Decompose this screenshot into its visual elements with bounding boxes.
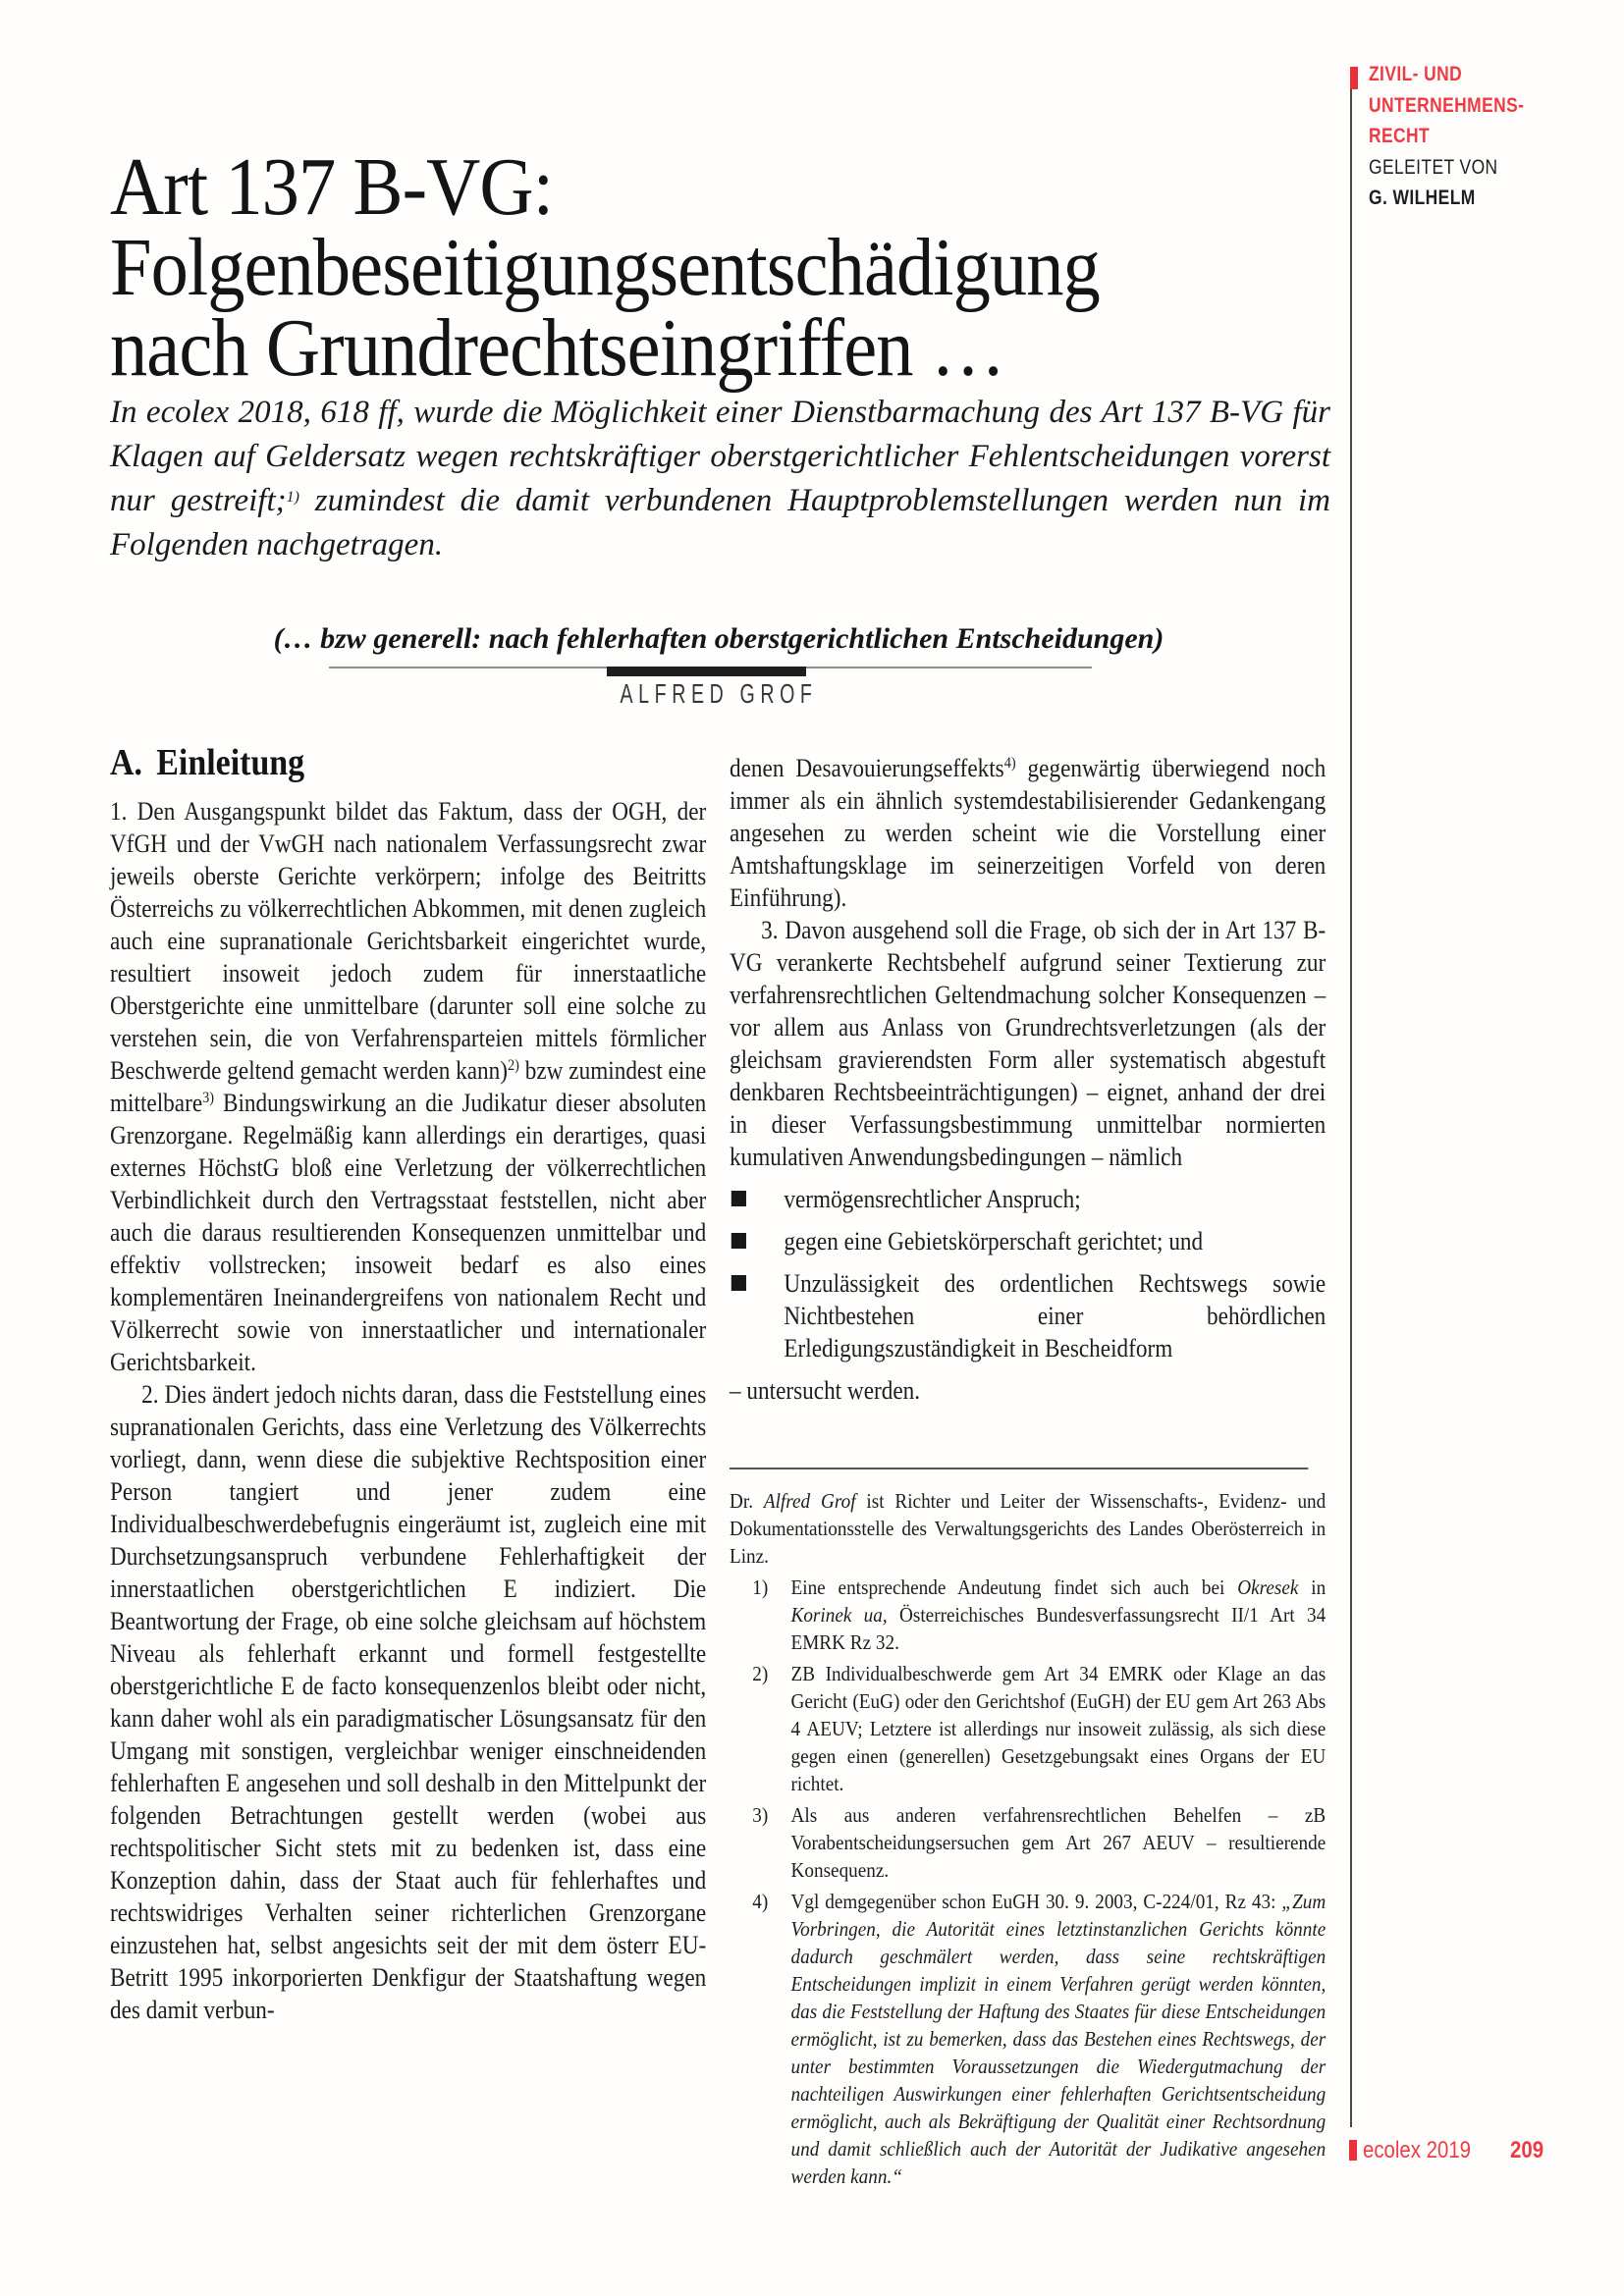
footnote-separator: [730, 1468, 1308, 1469]
footnote-ref-4: 4): [1003, 755, 1016, 772]
author-name: ALFRED GROF: [620, 678, 818, 709]
closing-line: – untersucht werden.: [730, 1376, 921, 1405]
text-run: 1. Den Ausgangspunkt bildet das Faktum, dass der OGH, der VfGH und der VwGH nach nationalem Verfassungsrecht zwar jeweils oberste Gerichte verkörpern; infolge des Beitritts Österreichs zu völkerrechtlichen Abkommen, mit denen zugleich auch eine supranationale Gerichtsbarkeit eingerichtet wurde, resultiert insoweit jedoch zudem für innerstaatliche Oberstgerichte eine unmittelbare (darunter soll eine solche zu verstehen sein, die von Verfahrensparteien mittels förmlicher Beschwerde geltend gemacht werden kann): [110, 797, 707, 1085]
paragraph-3: 3. Davon ausgehend soll die Frage, ob sich der in Art 137 B-VG verankerte Rechtsbehelf aufgrund seiner Textierung zur verfahrensrechtlichen Geltendmachung solcher Konsequenzen – vor allem aus Anlass von Grundrechtsverletzungen (als der gleichsam gravierendsten Form aller systematisch abgestuft denkbaren Rechtsbeeinträchtigungen) – eignet, anhand der drei in dieser Verfassungsbestimmung unmittelbar normierten kumulativen Anwendungsbedingungen – nämlich: [730, 916, 1326, 1171]
article-lead: [110, 391, 1330, 567]
footnote-italic-run: „Zum Vorbringen, die Autorität eines letztinstanzlichen Gerichts könnte dadurch geschmälert werden, dass seine rechtskräftigen Entscheidungen implizit in einem Verfahren gerügt werden könnten, das die Feststellung der Haftung des Staates für diese Entscheidungen ermöglicht, ist zu bemerken, dass das Bestehen eines Rechtswegs, der unter bestimmten Voraussetzungen die Wiedergutmachung der nachteiligen Auswirkungen einer fehlerhaften Gerichtsentscheidung ermöglicht, auch als Bekräftigung der Qualität einer Rechtsordnung und damit schließlich auch der Autorität der Judikative angesehen werden kann.“: [790, 1890, 1326, 2188]
article-title-line: Folgenbeseitigungsentschädigung: [110, 222, 1100, 313]
column-left: [110, 742, 706, 2026]
footnote-ref-2: 2): [508, 1057, 519, 1074]
footnote-number: 1): [752, 1575, 769, 1599]
footnote-number: 4): [752, 1890, 769, 1913]
footnote-number: 3): [752, 1803, 769, 1827]
list-item-text: Unzulässigkeit des ordentlichen Rechtswegs sowie Nichtbestehen einer behördlichen Erledigungszuständigkeit in Bescheidform: [784, 1269, 1326, 1362]
square-bullet-icon: [731, 1233, 746, 1249]
section-kicker-line: UNTERNEHMENS-: [1369, 93, 1525, 117]
bio-text-run: Dr.: [730, 1489, 764, 1513]
list-item: [730, 1183, 1326, 1215]
lead-text-run: zumindest die damit verbundenen Hauptproblemstellungen werden nun im Folgenden nachgetragen.: [110, 483, 1331, 562]
square-bullet-icon: [731, 1275, 746, 1291]
lead-text-run: In ecolex 2018, 618 ff, wurde die Möglichkeit einer Dienstbarmachung des Art 137 B-VG für Klagen auf Geldersatz wegen rechtskräftiger oberstgerichtlicher Fehlentscheidungen vorerst nur gestreift;: [110, 395, 1330, 518]
footnote-text: [791, 1890, 1326, 2188]
footer-marker-bar: [1349, 2140, 1357, 2161]
section-kicker-line: ZIVIL- UND: [1369, 63, 1463, 85]
paragraph-1: [110, 795, 706, 1378]
section-heading-label: A.: [110, 742, 142, 783]
article-title-line: Art 137 B-VG:: [110, 141, 554, 233]
list-item-text: vermögensrechtlicher Anspruch;: [784, 1185, 1081, 1213]
section-heading-text: Einleitung: [156, 742, 305, 783]
text-run: bzw zumindest eine mittelbare: [110, 1056, 707, 1117]
footnote-text: [791, 1803, 1326, 1882]
section-heading: [110, 742, 706, 783]
column-right: [730, 752, 1326, 1407]
footer-journal-label: ecolex 2019: [1363, 2137, 1472, 2163]
footnote-ref-3: 3): [202, 1090, 215, 1106]
edited-by-label: GELEITET VON: [1369, 155, 1498, 179]
footnote-number: 2): [752, 1662, 769, 1685]
footnote-text-run: Als aus anderen verfahrensrechtlichen Behelfen – zB Vorabentscheidungsersuchen gem Art 267 AEUV – resultierende Konsequenz.: [790, 1803, 1326, 1882]
section-kicker-line: RECHT: [1369, 125, 1431, 147]
bio-text-run: ist Richter und Leiter der Wissenschafts-, Evidenz- und Dokumentationsstelle des Verwaltungsgerichts des Landes Oberösterreich in Linz.: [730, 1489, 1326, 1568]
footnote-text-run: Österreichisches Bundesverfassungsrecht II/1 Art 34 EMRK Rz 32.: [790, 1603, 1326, 1654]
article-title: [110, 141, 1450, 394]
text-run: gegenwärtig überwiegend noch immer als ein ähnlich systemdestabilisierender Gedankengang angesehen zu werden scheint wie die Vorstellung einer Amtshaftungsklage im seinerzeitigen Vorfeld von deren Einführung).: [730, 754, 1326, 912]
footnote: [730, 1888, 1326, 2190]
footnote-text-run: Vgl demgegenüber schon EuGH 30. 9. 2003, C-224/01, Rz 43:: [790, 1890, 1282, 1913]
footnote-italic-run: Korinek ua,: [790, 1603, 888, 1627]
bio-author-name: Alfred Grof: [763, 1489, 856, 1513]
author-rule-accent: [607, 667, 806, 676]
footnote-italic-run: Okresek: [1237, 1575, 1299, 1599]
text-run: denen Desavouierungseffekts: [730, 754, 1004, 782]
section-marker-bar: [1350, 67, 1358, 89]
footer-page-number: 209: [1509, 2137, 1543, 2163]
footnote-text: [791, 1575, 1326, 1654]
square-bullet-icon: [731, 1191, 746, 1206]
footnote-ref-1: 1): [286, 489, 299, 506]
footnote-text: [791, 1662, 1326, 1795]
list-item: [730, 1267, 1326, 1364]
footnote: [730, 1574, 1326, 1656]
footnote: [730, 1801, 1326, 1884]
editor-name: G. WILHELM: [1369, 187, 1476, 209]
author-bio: [730, 1487, 1326, 1570]
footnote-text-run: in: [1298, 1575, 1326, 1599]
list-item: [730, 1225, 1326, 1257]
footnote-text-run: ZB Individualbeschwerde gem Art 34 EMRK oder Klage an das Gericht (EuG) oder den Gerichtshof (EuGH) der EU gem Art 263 Abs 4 AEUV; Letztere ist allerdings nur insoweit zulässig, als sich diese gegen einen (generellen) Gesetzgebungsakt eines Organs der EU richtet.: [790, 1662, 1326, 1795]
list-item-text: gegen eine Gebietskörperschaft gerichtet; und: [784, 1227, 1204, 1255]
paragraph-2: 2. Dies ändert jedoch nichts daran, dass die Feststellung eines supranationalen Gerichts, dass eine Verletzung des Völkerrechts vorliegt, dann, wenn diese die subjektive Rechtsposition einer Person tangiert und jener zudem eine Individualbeschwerdebefugnis eingeräumt ist, zugleich eine mit Durchsetzungsanspruch verbundene Fehlerhaftigkeit der innerstaatlichen oberstgerichtlichen E indiziert. Die Beantwortung der Frage, ob eine solche gleichsam auf höchstem Niveau als fehlerhaft erkannt und formell festgestellte oberstgerichtliche E de facto konsequenzenlos bleibt oder nicht, kann daher wohl als ein paradigmatischer Lösungsansatz für den Umgang mit sonstigen, vergleichbar weniger einschneidenden fehlerhaften E angesehen und soll deshalb in den Mittelpunkt der folgenden Betrachtungen gestellt werden (wobei aus rechtspolitischer Sicht stets mit zu bedenken ist, dass eine Konzeption dahin, dass der Staat auch für fehlerhaftes und rechtswidriges Verhalten seiner richterlichen Grenzorgane einzustehen hat, selbst angesichts seit der mit dem österr EU-Betritt 1995 inkorporierten Denkfigur der Staatshaftung wegen des damit verbun-: [110, 1380, 707, 2024]
article-subtitle: (… bzw generell: nach fehlerhaften oberstgerichtlichen Entscheidungen): [273, 622, 1164, 655]
text-run: Bindungswirkung an die Judikatur dieser absoluten Grenzorgane. Regelmäßig kann allerdings ein derartiges, quasi externes HöchstG bloß eine Verletzung der völkerrechtlichen Verbindlichkeit durch den Vertragsstaat feststellen, nicht aber auch die daraus resultierenden Konsequenzen unmittelbar und effektiv vollstrecken; insoweit bedarf es also eines komplementären Ineinandergreifens von nationalem Recht und Völkerrecht sowie von innerstaatlicher und internationaler Gerichtsbarkeit.: [110, 1089, 707, 1376]
footnote: [730, 1660, 1326, 1797]
bullet-list: [730, 1183, 1326, 1364]
article-title-line: nach Grundrechtseingriffen …: [110, 302, 1005, 394]
footnote-block: [730, 1468, 1326, 2190]
footnote-text-run: Eine entsprechende Andeutung findet sich auch bei: [790, 1575, 1238, 1599]
paragraph-2-continued: [730, 752, 1326, 914]
